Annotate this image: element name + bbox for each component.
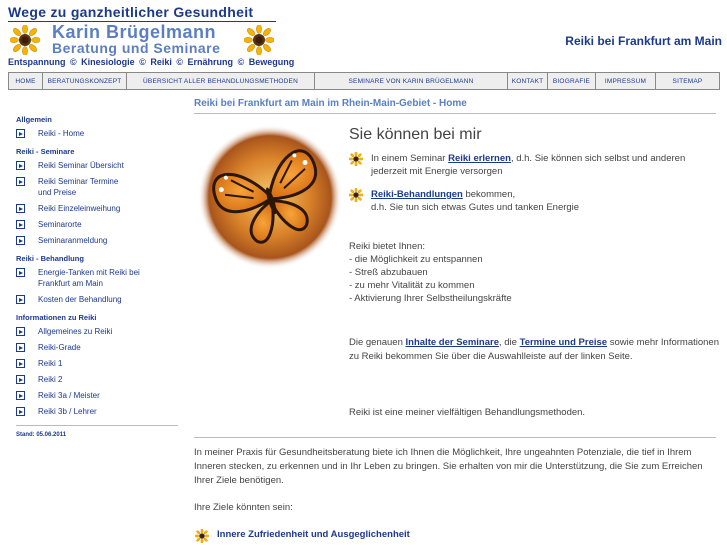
sidebar-item-label: Reiki 3b / Lehrer	[38, 407, 97, 416]
sidebar-item-label: Reiki Seminar Übersicht	[38, 161, 124, 170]
sunflower-logo-icon	[10, 25, 40, 55]
seminar-info-text: Die genauen Inhalte der Seminare, die Termine und Preise sowie mehr Informationen zu Reiki bekommen Sie über die Auswahlleiste auf der linken Seite.	[349, 337, 720, 362]
tagline-separator: ©	[176, 57, 184, 67]
bullet-seminar	[349, 152, 719, 178]
arrow-bullet-icon	[16, 295, 25, 304]
main-content	[194, 98, 716, 114]
sidebar-heading-allgemein: Allgemein	[16, 115, 52, 124]
nav-impressum[interactable]: IMPRESSUM	[596, 73, 656, 89]
sidebar-item-label: Reiki 1	[38, 359, 63, 368]
site-header	[0, 0, 727, 70]
tagline-item: Entspannung	[8, 57, 66, 67]
nav-kontakt[interactable]: KONTAKT	[508, 73, 548, 89]
sidebar-item-reiki-1[interactable]	[16, 358, 178, 369]
owner-subtitle: Beratung und Seminare	[52, 40, 221, 56]
benefit-item: - die Möglichkeit zu entspannen	[349, 254, 483, 265]
last-updated: Stand: 05.06.2011	[16, 432, 67, 438]
sidebar-item-label: Allgemeines zu Reiki	[38, 327, 113, 336]
arrow-bullet-icon	[16, 268, 25, 277]
bullet-behandlungen-text: Reiki-Behandlungen bekommen, d.h. Sie tun sich etwas Gutes und tanken Energie	[371, 189, 580, 213]
sunflower-bullet-icon	[349, 152, 363, 166]
link-reiki-erlernen[interactable]: Reiki erlernen	[448, 153, 511, 164]
tagline-item: Kinesiologie	[81, 57, 135, 67]
sidebar	[16, 112, 178, 438]
arrow-bullet-icon	[16, 327, 25, 336]
sidebar-item-label: Reiki 3a / Meister	[38, 391, 100, 400]
sidebar-item-reiki-grade[interactable]	[16, 342, 178, 353]
nav-home[interactable]: HOME	[9, 73, 43, 89]
link-reiki-behandlungen[interactable]: Reiki-Behandlungen	[371, 189, 463, 200]
arrow-bullet-icon	[16, 220, 25, 229]
benefits-title: Reiki bietet Ihnen:	[349, 241, 426, 252]
link-termine-preise[interactable]: Termine und Preise	[519, 337, 608, 348]
arrow-bullet-icon	[16, 236, 25, 245]
praxis-text: In meiner Praxis für Gesundheitsberatung biete ich Ihnen die Möglichkeit, Ihre ungeahnten Potenziale, die tief in Ihrem Inneren stecken, zu erkennen und in Ihr Leben zu bringen. Sie erhalten von mir die Unterstützung, die Sie zum Erreichen Ihrer Ziele benötigen.	[194, 447, 703, 486]
sidebar-heading-info: Informationen zu Reiki	[16, 313, 97, 322]
top-navigation	[8, 72, 720, 90]
sidebar-item-label: Reiki Einzeleinweihung	[38, 204, 121, 213]
sidebar-item-label: Reiki 2	[38, 375, 63, 384]
bullet-seminar-text: In einem Seminar Reiki erlernen, d.h. Sie können sich selbst und anderen jederzeit mit Energie versorgen	[371, 153, 686, 177]
sidebar-item-label: Reiki-Grade	[38, 343, 81, 352]
sunflower-bullet-icon	[349, 188, 363, 202]
sidebar-item-kosten[interactable]	[16, 294, 178, 305]
sidebar-item-label: Kosten der Behandlung	[38, 295, 122, 304]
tagline	[8, 57, 294, 67]
reiki-benefits	[349, 240, 719, 305]
sunflower-bullet-icon	[195, 529, 209, 543]
arrow-bullet-icon	[16, 391, 25, 400]
sidebar-item-energie-tanken[interactable]	[16, 267, 178, 289]
owner-name: Karin Brügelmann	[52, 22, 217, 42]
sidebar-item-label: Reiki Seminar Termine und Preise	[38, 177, 119, 197]
page-title: Reiki bei Frankfurt am Main im Rhein-Main-Gebiet - Home	[194, 98, 467, 109]
arrow-bullet-icon	[16, 343, 25, 352]
arrow-bullet-icon	[16, 204, 25, 213]
sidebar-item-seminaranmeldung[interactable]	[16, 235, 178, 246]
benefit-item: - Aktivierung Ihrer Selbstheilungskräfte	[349, 293, 512, 304]
nav-biografie[interactable]: BIOGRAFIE	[548, 73, 596, 89]
sidebar-item-label: Seminaranmeldung	[38, 236, 108, 245]
tagline-separator: ©	[70, 57, 77, 67]
sunflower-logo-icon	[244, 25, 274, 55]
sidebar-heading-behandlung: Reiki - Behandlung	[16, 254, 84, 263]
sidebar-item-seminarorte[interactable]	[16, 219, 178, 230]
sidebar-item-label: Energie-Tanken mit Reiki bei Frankfurt am Main	[38, 268, 140, 288]
sidebar-item-label: Reiki - Home	[38, 129, 85, 138]
goal-item	[195, 529, 410, 543]
goals-title: Ihre Ziele könnten sein:	[194, 502, 293, 513]
methods-text: Reiki ist eine meiner vielfältigen Behandlungsmethoden.	[349, 407, 586, 418]
benefit-item: - Streß abzubauen	[349, 267, 428, 278]
arrow-bullet-icon	[16, 407, 25, 416]
arrow-bullet-icon	[16, 177, 25, 186]
tagline-separator: ©	[139, 57, 146, 67]
intro-text: Sie können bei mir	[349, 126, 482, 143]
header-page-title: Reiki bei Frankfurt am Main	[565, 34, 722, 48]
tagline-item: Bewegung	[248, 57, 295, 67]
link-inhalte-seminare[interactable]: Inhalte der Seminare	[405, 337, 499, 348]
sidebar-heading-seminare: Reiki - Seminare	[16, 147, 75, 156]
content-divider	[194, 437, 716, 438]
arrow-bullet-icon	[16, 161, 25, 170]
sidebar-item-seminar-uebersicht[interactable]	[16, 160, 178, 171]
sidebar-item-reiki-home[interactable]	[16, 128, 178, 139]
nav-beratungskonzept[interactable]: BERATUNGSKONZEPT	[43, 73, 127, 89]
sidebar-item-termine-preise[interactable]	[16, 176, 178, 198]
sidebar-item-einzeleinweihung[interactable]	[16, 203, 178, 214]
title-divider	[194, 113, 716, 114]
sidebar-item-reiki-3a[interactable]	[16, 390, 178, 401]
sidebar-item-label: Seminarorte	[38, 220, 82, 229]
sidebar-divider	[16, 425, 178, 426]
tagline-item: Reiki	[150, 57, 172, 67]
tagline-separator: ©	[237, 57, 245, 67]
goal-text: Innere Zufriedenheit und Ausgeglichenheit	[217, 529, 410, 540]
nav-sitemap[interactable]: SITEMAP	[672, 77, 703, 85]
butterfly-image	[198, 125, 342, 269]
arrow-bullet-icon	[16, 129, 25, 138]
sidebar-item-reiki-3b[interactable]	[16, 406, 178, 417]
nav-seminare[interactable]: SEMINARE VON KARIN BRÜGELMANN	[315, 73, 508, 89]
bullet-behandlungen	[349, 188, 719, 214]
arrow-bullet-icon	[16, 375, 25, 384]
sidebar-item-reiki-2[interactable]	[16, 374, 178, 385]
sidebar-item-allgemeines[interactable]	[16, 326, 178, 337]
tagline-item: Ernährung	[187, 57, 234, 67]
benefit-item: - zu mehr Vitalität zu kommen	[349, 280, 475, 291]
nav-behandlungsmethoden[interactable]: ÜBERSICHT ALLER BEHANDLUNGSMETHODEN	[127, 73, 315, 89]
site-title: Wege zu ganzheitlicher Gesundheit	[8, 4, 254, 20]
arrow-bullet-icon	[16, 359, 25, 368]
